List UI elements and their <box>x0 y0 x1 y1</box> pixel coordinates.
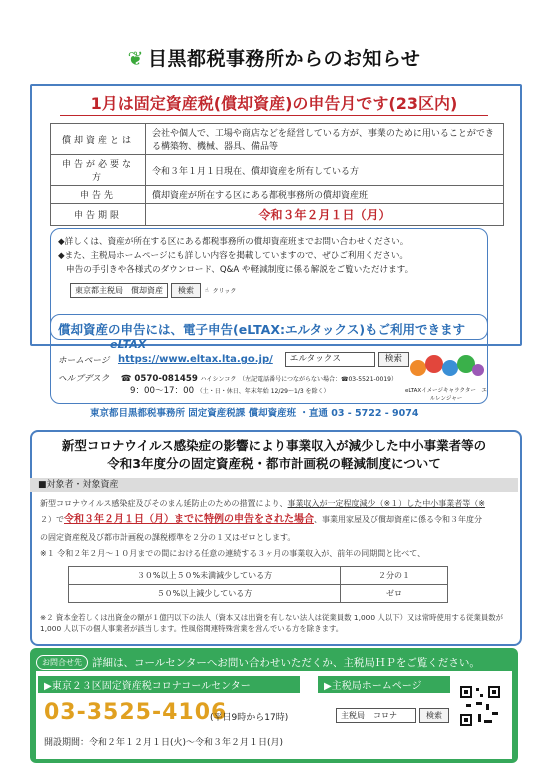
notes <box>58 235 413 277</box>
contact-footer: 東京都目黒都税事務所 固定資産税課 償却資産班 ・直通 03 - 5722 - 9074 <box>90 408 419 419</box>
table-value: 償却資産が所在する区にある都税事務所の償却資産班 <box>146 186 504 204</box>
footnote-1: ※１ 令和２年２月〜１０月までの間における任意の連続する３ヶ月の事業収入が、前年の同期間と比べて、 <box>40 549 426 558</box>
table-row <box>51 124 504 155</box>
table-cell: ５０%以上減少している方 <box>69 585 341 603</box>
hours-note: （土・日・休日、年末年始 12/29〜1/3 を除く） <box>196 388 330 395</box>
table-cell: ２分の１ <box>341 567 448 585</box>
search-row-tax-bureau <box>70 283 236 298</box>
opening-period: 開設期間：令和２年１２月１日(火)〜令和３年２月１日(月) <box>44 738 284 748</box>
text: 事業収入が一定程度減少（※１）した中小事業者等（※ <box>287 499 485 508</box>
search-input[interactable]: 東京都主税局 償却資産 <box>70 283 168 298</box>
note-line: ◆詳しくは、資産が所在する区にある都税事務所の償却資産班までお問い合わせください。 <box>58 237 409 247</box>
table-row <box>51 204 504 226</box>
section1-banner: 1月は固定資産税(償却資産)の申告月です(23区内) <box>60 91 488 116</box>
covid-search-button[interactable]: 検索 <box>419 708 449 723</box>
helpdesk-row <box>58 372 397 396</box>
section2-title <box>40 437 508 473</box>
phone-note: （左記電話番号につながらない場合：☎03-5521-0019） <box>239 376 397 383</box>
footnote-2: ※２ 資本金若しくは出資金の額が１億円以下の法人（資本又は出資を有しない法人は従業員数 1,000 人以下）又は常時使用する従業員数が 1,000 人以下の個人事業者が該当します。性風俗関連特殊営業を営んでいる方を除きます。 <box>40 613 504 633</box>
helpdesk-label: ヘルプデスク <box>58 374 110 384</box>
table-label: 申告期限 <box>51 204 146 226</box>
note-line: ◆また、主税局ホームページにも詳しい内容を掲載していますので、ぜひご利用ください。 <box>58 251 409 261</box>
search-row-covid <box>336 708 449 723</box>
etax-homepage-row <box>58 352 409 367</box>
paragraph <box>40 514 510 526</box>
table-row <box>51 155 504 186</box>
info-table <box>50 123 504 226</box>
text: 、事業用家屋及び償却資産に係る令和３年度分 <box>314 515 482 524</box>
note-line: 申告の手引きや各様式のダウンロード、Q&A や軽減制度に係る解説をご覧いただけます。 <box>66 265 414 275</box>
table-value: 令和３年１月１日現在、償却資産を所有している方 <box>146 155 504 186</box>
table-cell: ゼロ <box>341 585 448 603</box>
etax-search-input[interactable]: エルタックス <box>285 352 375 367</box>
deadline-value: 令和３年２月１日（月） <box>146 204 504 226</box>
etax-title: 償却資産の申告には、電子申告(eLTAX:エルタックス)もご利用できます <box>58 322 466 337</box>
helpdesk-phone: ☎ 0570-081459 <box>120 374 198 384</box>
reduction-table <box>68 566 448 603</box>
table-label: 申告が必要な方 <box>51 155 146 186</box>
covid-search-input[interactable]: 主税局 コロナ <box>336 708 416 723</box>
table-label: 償却資産とは <box>51 124 146 155</box>
paragraph: の固定資産税及び都市計画税の課税標準を２分の１又はゼロとします。 <box>40 533 296 542</box>
click-label: クリック <box>212 288 237 295</box>
eltax-url-link[interactable]: https://www.eltax.lta.go.jp/ <box>118 354 273 365</box>
paragraph <box>40 498 510 510</box>
inquiry-badge: お問合せ先 <box>36 655 88 670</box>
table-row <box>51 186 504 204</box>
title-line: 令和3年度分の固定資産税・都市計画税の軽減制度について <box>107 456 441 471</box>
deadline-highlight: 令和３年２月１日（月）までに特例の申告をされた場合 <box>64 514 314 525</box>
helpdesk-hours: 9：00〜17：00 <box>130 386 195 396</box>
table-cell: ３０%以上５０%未満減少している方 <box>69 567 341 585</box>
phone-ruby: ハイシンコク <box>200 376 237 383</box>
eltax-characters-image <box>408 346 484 386</box>
qr-code-image[interactable] <box>458 684 502 728</box>
search-button[interactable]: 検索 <box>171 283 201 298</box>
leaf-icon: ❦ <box>127 48 144 70</box>
subheader: ■対象者・対象資産 <box>30 478 518 492</box>
callcenter-title: ▶東京２３区固定資産税コロナコールセンター <box>38 676 300 693</box>
table-label: 申告先 <box>51 186 146 204</box>
text: ２）で <box>40 515 64 524</box>
table-value: 会社や個人で、工場や商店などを経営している方が、事業のために用いることができる構築物、機械、器具、備品等 <box>146 124 504 155</box>
table-row <box>69 567 448 585</box>
eltax-logo: eLTAX <box>110 338 147 351</box>
title-line: 新型コロナウイルス感染症の影響により事業収入が減少した中小事業者等の <box>61 438 487 453</box>
inquiry-text: 詳細は、コールセンターへお問い合わせいただくか、主税局ＨＰをご覧ください。 <box>92 657 480 669</box>
text: 新型コロナウイルス感染症及びそのまん延防止のための措置により、 <box>40 499 288 508</box>
page-title: 目黒都税事務所からのお知らせ <box>147 48 421 70</box>
homepage-label: ホームページ <box>58 355 110 366</box>
callcenter-hours: (平日9時から17時) <box>210 713 289 723</box>
etax-search-button[interactable]: 検索 <box>378 352 409 367</box>
callcenter-phone: 03-3525-4106 <box>44 700 228 725</box>
cursor-icon: ☝ <box>205 287 209 294</box>
character-caption: eLTAXイメージキャラクター エルレンジャー <box>405 388 487 402</box>
homepage-title: ▶主税局ホームページ <box>318 676 450 693</box>
page-header <box>0 44 548 71</box>
table-row <box>69 585 448 603</box>
